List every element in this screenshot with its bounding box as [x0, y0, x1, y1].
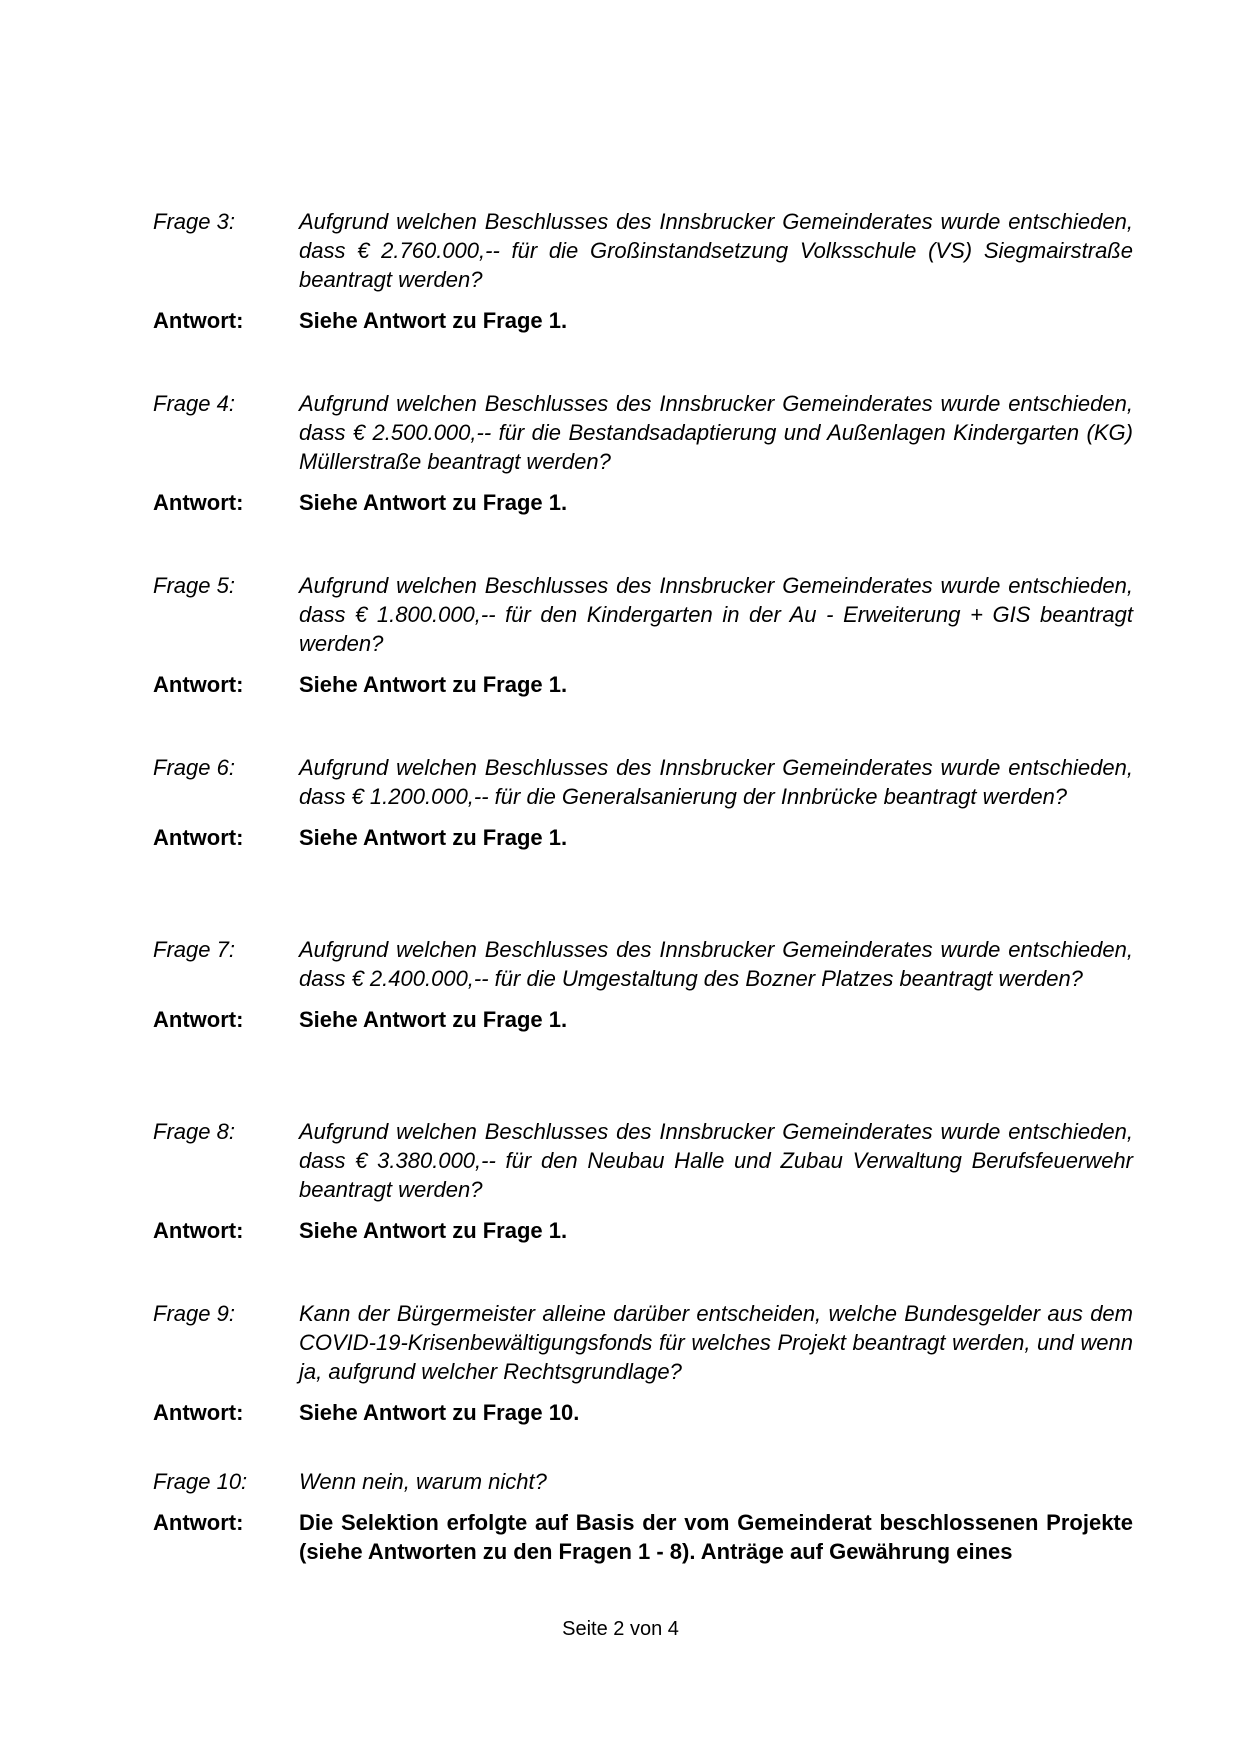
question-row	[153, 935, 1133, 993]
answer-label: Antwort:	[153, 1510, 244, 1535]
qa-block-frage-8	[153, 1117, 1133, 1245]
question-row	[153, 1299, 1133, 1386]
qa-block-frage-5	[153, 571, 1133, 699]
question-label: Frage 8:	[153, 1119, 235, 1144]
question-label: Frage 9:	[153, 1301, 235, 1326]
answer-label: Antwort:	[153, 672, 244, 697]
answer-text: Siehe Antwort zu Frage 1.	[299, 490, 568, 515]
question-label: Frage 4:	[153, 391, 235, 416]
question-text: Aufgrund welchen Beschlusses des Innsbrucker Gemeinderates wurde entschieden, dass € 2.500.000,-- für die Bestandsadaptierung und Außenlagen Kindergarten (KG) Müllerstraße beantragt werden?	[299, 391, 1133, 474]
answer-label: Antwort:	[153, 1007, 244, 1032]
answer-row	[153, 1216, 1133, 1245]
answer-row	[153, 670, 1133, 699]
question-row	[153, 571, 1133, 658]
question-text: Aufgrund welchen Beschlusses des Innsbrucker Gemeinderates wurde entschieden, dass € 2.760.000,-- für die Großinstandsetzung Volksschule (VS) Siegmairstraße beantragt werden?	[299, 209, 1133, 292]
qa-block-frage-10	[153, 1467, 1133, 1566]
answer-text: Siehe Antwort zu Frage 1.	[299, 308, 568, 333]
question-row	[153, 207, 1133, 294]
question-text: Aufgrund welchen Beschlusses des Innsbrucker Gemeinderates wurde entschieden, dass € 1.800.000,-- für den Kindergarten in der Au - Erweiterung + GIS beantragt werden?	[299, 573, 1133, 656]
answer-row	[153, 1398, 1133, 1427]
answer-label: Antwort:	[153, 1400, 244, 1425]
answer-row	[153, 1508, 1133, 1566]
question-label: Frage 6:	[153, 755, 235, 780]
answer-text: Siehe Antwort zu Frage 1.	[299, 825, 568, 850]
question-row	[153, 1117, 1133, 1204]
qa-block-frage-3	[153, 207, 1133, 335]
answer-text: Siehe Antwort zu Frage 1.	[299, 672, 568, 697]
answer-text: Siehe Antwort zu Frage 1.	[299, 1218, 568, 1243]
question-text: Aufgrund welchen Beschlusses des Innsbrucker Gemeinderates wurde entschieden, dass € 1.200.000,-- für die Generalsanierung der Innbrücke beantragt werden?	[299, 755, 1133, 809]
question-text: Kann der Bürgermeister alleine darüber entscheiden, welche Bundesgelder aus dem COVID-19-Krisenbewältigungsfonds für welches Projekt beantragt werden, und wenn ja, aufgrund welcher Rechtsgrundlage?	[299, 1301, 1133, 1384]
question-row	[153, 753, 1133, 811]
answer-text: Siehe Antwort zu Frage 10.	[299, 1400, 580, 1425]
answer-label: Antwort:	[153, 308, 244, 333]
qa-block-frage-4	[153, 389, 1133, 517]
answer-text: Die Selektion erfolgte auf Basis der vom Gemeinderat beschlossenen Projekte (siehe Antworten zu den Fragen 1 - 8). Anträge auf Gewährung eines	[299, 1510, 1133, 1564]
answer-label: Antwort:	[153, 1218, 244, 1243]
answer-row	[153, 488, 1133, 517]
question-text: Wenn nein, warum nicht?	[299, 1469, 547, 1494]
answer-row	[153, 306, 1133, 335]
answer-label: Antwort:	[153, 825, 244, 850]
question-text: Aufgrund welchen Beschlusses des Innsbrucker Gemeinderates wurde entschieden, dass € 3.380.000,-- für den Neubau Halle und Zubau Verwaltung Berufsfeuerwehr beantragt werden?	[299, 1119, 1133, 1202]
question-row	[153, 1467, 1133, 1496]
qa-block-frage-7	[153, 935, 1133, 1034]
question-label: Frage 3:	[153, 209, 235, 234]
answer-row	[153, 823, 1133, 852]
answer-row	[153, 1005, 1133, 1034]
question-row	[153, 389, 1133, 476]
qa-block-frage-6	[153, 753, 1133, 852]
page-number: Seite 2 von 4	[562, 1618, 679, 1640]
answer-text: Siehe Antwort zu Frage 1.	[299, 1007, 568, 1032]
question-text: Aufgrund welchen Beschlusses des Innsbrucker Gemeinderates wurde entschieden, dass € 2.400.000,-- für die Umgestaltung des Bozner Platzes beantragt werden?	[299, 937, 1133, 991]
answer-label: Antwort:	[153, 490, 244, 515]
qa-block-frage-9	[153, 1299, 1133, 1427]
question-label: Frage 10:	[153, 1469, 248, 1494]
question-label: Frage 5:	[153, 573, 235, 598]
question-label: Frage 7:	[153, 937, 235, 962]
